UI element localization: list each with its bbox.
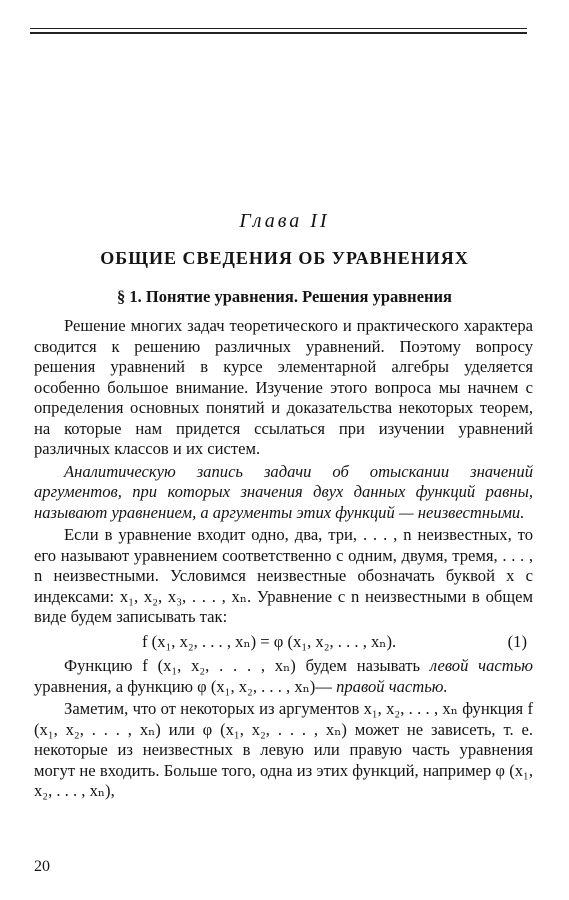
paragraph-1: Решение многих задач теоретического и практического характера сводится к решению различных уравнений. Поэтому вопросу решения уравнений в курсе элементарной алгебры уделяется особенно большое внимание. Изучение этого вопроса мы начнем с определения основных понятий и доказательства некоторых теорем, на которые нам придется ссылаться при изучении уравнений различных классов и их систем. [34, 316, 533, 458]
paragraph-4-text-a: Функцию f (x₁, x₂, . . . , xₙ) будем называть [64, 656, 421, 675]
section-heading: § 1. Понятие уравнения. Решения уравнения [117, 287, 452, 306]
header-rule-thin [30, 28, 527, 29]
chapter-title: ОБЩИЕ СВЕДЕНИЯ ОБ УРАВНЕНИЯХ [100, 248, 469, 268]
equation-1 [34, 632, 533, 653]
term-right-side: правой частью. [336, 676, 448, 696]
page-number: 20 [34, 858, 50, 875]
definition-paragraph: Аналитическую запись задачи об отыскании значений аргументов, при которых значения двух данных функций равны, называют уравнением, а аргументы этих функций — неизвестными. [34, 461, 533, 522]
equation-number: (1) [507, 631, 527, 651]
paragraph-4-text-c: уравнения, а функцию φ (x₁, x₂, . . . , xₙ)— [34, 676, 332, 696]
paragraph-4 [34, 656, 533, 697]
paragraph-5: Заметим, что от некоторых из аргументов x₁, x₂, . . . , xₙ функция f (x₁, x₂, . . . , xₙ) или φ (x₁, x₂, . . . , xₙ) может не зависеть, т. е. некоторые из неизвестных в левую или правую часть уравнения могут не входить. Больше того, одна из этих функций, например φ (x₁, x₂, . . . , xₙ), [34, 699, 533, 800]
equation-body: f (x₁, x₂, . . . , xₙ) = φ (x₁, x₂, . . . , xₙ). [142, 631, 397, 651]
body-text [34, 316, 533, 804]
chapter-heading: Глава II [239, 210, 330, 232]
header-rule-thick [30, 32, 527, 34]
paragraph-3: Если в уравнение входит одно, два, три, . . . , n неизвестных, то его называют уравнением соответственно с одним, двумя, тремя, . . . , n неизвестными. Условимся неизвестные обозначать буквой x с индексами: x₁, x₂, x₃, . . . , xₙ. Уравнение с n неизвестными в общем виде будем записывать так: [34, 525, 533, 626]
term-left-side: левой частью [429, 656, 533, 675]
